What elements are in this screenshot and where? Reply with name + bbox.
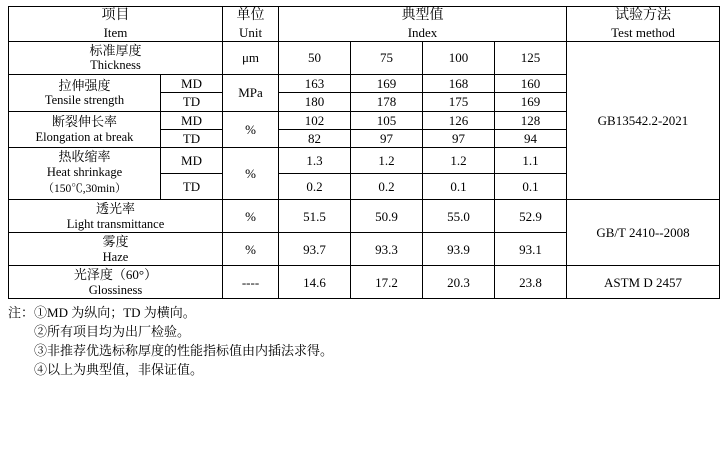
row-direction: TD bbox=[161, 174, 223, 200]
row-value: 160 bbox=[495, 74, 567, 92]
row-label-en: Glossiness bbox=[88, 282, 143, 297]
header-method-en: Test method bbox=[611, 24, 675, 40]
row-label-heat-shrinkage bbox=[9, 148, 161, 200]
note-text: ④以上为典型值，非保证值。 bbox=[34, 361, 204, 377]
row-value: 14.6 bbox=[279, 266, 351, 299]
row-unit: % bbox=[223, 111, 279, 148]
row-label-note: （150℃,30min） bbox=[42, 183, 127, 196]
row-value: 51.5 bbox=[279, 200, 351, 233]
row-label-cn: 标准厚度 bbox=[89, 42, 142, 58]
row-direction: MD bbox=[161, 148, 223, 174]
row-label-tensile-strength bbox=[9, 74, 161, 111]
note-line bbox=[8, 304, 719, 323]
row-value: 94 bbox=[495, 129, 567, 147]
row-value: 178 bbox=[351, 93, 423, 111]
row-value: 128 bbox=[495, 111, 567, 129]
row-label-elongation-at-break bbox=[9, 111, 161, 148]
row-unit: % bbox=[223, 148, 279, 200]
row-direction: TD bbox=[161, 93, 223, 111]
header-index-en: Index bbox=[407, 24, 438, 40]
row-value: 93.3 bbox=[351, 233, 423, 266]
table-row bbox=[9, 200, 720, 233]
row-value: 125 bbox=[495, 41, 567, 74]
row-value: 50 bbox=[279, 41, 351, 74]
table-row bbox=[9, 41, 720, 74]
header-method bbox=[567, 7, 720, 42]
method-cell-astm: ASTM D 2457 bbox=[567, 266, 720, 299]
row-value: 0.1 bbox=[423, 174, 495, 200]
row-value: 93.7 bbox=[279, 233, 351, 266]
row-value: 93.9 bbox=[423, 233, 495, 266]
row-label-en: Heat shrinkage bbox=[46, 164, 123, 179]
row-value: 168 bbox=[423, 74, 495, 92]
notes-block bbox=[8, 304, 719, 379]
note-line bbox=[8, 342, 719, 361]
row-value: 75 bbox=[351, 41, 423, 74]
row-value: 1.2 bbox=[423, 148, 495, 174]
row-value: 93.1 bbox=[495, 233, 567, 266]
row-value: 175 bbox=[423, 93, 495, 111]
row-value: 50.9 bbox=[351, 200, 423, 233]
header-item bbox=[9, 7, 223, 42]
note-text: ②所有项目均为出厂检验。 bbox=[34, 324, 191, 340]
row-label-cn: 拉伸强度 bbox=[58, 77, 111, 93]
row-value: 163 bbox=[279, 74, 351, 92]
row-value: 97 bbox=[351, 129, 423, 147]
row-label-glossiness bbox=[9, 266, 223, 299]
row-value: 20.3 bbox=[423, 266, 495, 299]
row-unit: μm bbox=[223, 41, 279, 74]
header-unit-cn: 单位 bbox=[236, 8, 265, 23]
row-value: 169 bbox=[495, 93, 567, 111]
row-value: 105 bbox=[351, 111, 423, 129]
row-value: 17.2 bbox=[351, 266, 423, 299]
row-unit: ---- bbox=[223, 266, 279, 299]
row-value: 126 bbox=[423, 111, 495, 129]
header-index bbox=[279, 7, 567, 42]
method-cell-gbt2410: GB/T 2410--2008 bbox=[567, 200, 720, 266]
row-value: 100 bbox=[423, 41, 495, 74]
table-row bbox=[9, 266, 720, 299]
row-value: 0.1 bbox=[495, 174, 567, 200]
row-label-en: Haze bbox=[102, 249, 129, 264]
row-value: 102 bbox=[279, 111, 351, 129]
row-label-en: Tensile strength bbox=[44, 93, 125, 108]
row-unit: % bbox=[223, 200, 279, 233]
note-text: ③非推荐优选标称厚度的性能指标值由内插法求得。 bbox=[34, 343, 334, 359]
row-label-en: Elongation at break bbox=[35, 129, 134, 144]
row-value: 97 bbox=[423, 129, 495, 147]
specification-table bbox=[8, 6, 720, 299]
row-label-cn: 断裂伸长率 bbox=[51, 114, 117, 130]
header-unit-en: Unit bbox=[238, 24, 263, 40]
row-value: 169 bbox=[351, 74, 423, 92]
row-label-cn: 光泽度（60°） bbox=[73, 267, 158, 283]
row-label-thickness bbox=[9, 41, 223, 74]
header-index-cn: 典型值 bbox=[401, 8, 444, 23]
row-label-cn: 透光率 bbox=[95, 201, 135, 217]
row-value: 1.2 bbox=[351, 148, 423, 174]
row-direction: MD bbox=[161, 111, 223, 129]
row-value: 0.2 bbox=[351, 174, 423, 200]
row-value: 180 bbox=[279, 93, 351, 111]
header-method-cn: 试验方法 bbox=[615, 8, 671, 23]
method-cell-gb13542: GB13542.2-2021 bbox=[567, 41, 720, 199]
header-unit bbox=[223, 7, 279, 42]
row-value: 23.8 bbox=[495, 266, 567, 299]
header-item-cn: 项目 bbox=[101, 8, 130, 23]
row-direction: TD bbox=[161, 129, 223, 147]
row-unit: MPa bbox=[223, 74, 279, 111]
row-label-cn: 雾度 bbox=[102, 234, 129, 250]
note-line bbox=[8, 361, 719, 380]
row-value: 1.1 bbox=[495, 148, 567, 174]
row-value: 1.3 bbox=[279, 148, 351, 174]
row-value: 52.9 bbox=[495, 200, 567, 233]
row-value: 55.0 bbox=[423, 200, 495, 233]
note-text: ①MD 为纵向；TD 为横向。 bbox=[34, 305, 196, 321]
row-unit: % bbox=[223, 233, 279, 266]
row-label-en: Light transmittance bbox=[66, 216, 165, 231]
note-line bbox=[8, 323, 719, 342]
row-label-cn: 热收缩率 bbox=[58, 149, 111, 165]
row-label-haze bbox=[9, 233, 223, 266]
row-value: 0.2 bbox=[279, 174, 351, 200]
row-direction: MD bbox=[161, 74, 223, 92]
row-label-en: Thickness bbox=[90, 58, 141, 73]
table-header-row bbox=[9, 7, 720, 42]
row-label-light-transmittance bbox=[9, 200, 223, 233]
row-value: 82 bbox=[279, 129, 351, 147]
header-item-en: Item bbox=[103, 24, 128, 40]
notes-prefix: 注： bbox=[8, 305, 35, 321]
